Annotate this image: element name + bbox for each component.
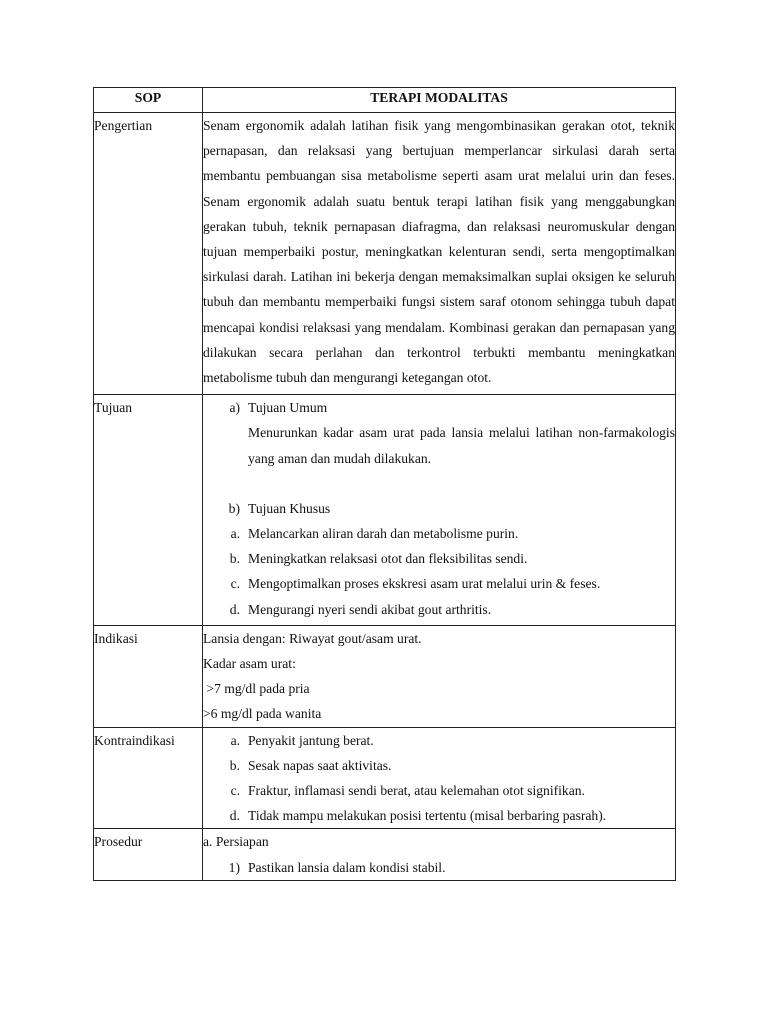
header-title: TERAPI MODALITAS bbox=[203, 88, 676, 113]
list-marker: c. bbox=[230, 576, 240, 592]
tujuan-khusus-heading bbox=[203, 496, 675, 521]
list-marker: b) bbox=[228, 500, 240, 516]
indikasi-line: >6 mg/dl pada wanita bbox=[203, 706, 322, 722]
label-tujuan: Tujuan bbox=[94, 395, 203, 626]
list-item bbox=[203, 728, 675, 753]
list-item bbox=[203, 778, 675, 803]
label-pengertian: Pengertian bbox=[94, 113, 203, 395]
tujuan-khusus-title: Tujuan Khusus bbox=[248, 500, 331, 516]
prosedur-heading: a. Persiapan bbox=[203, 834, 269, 850]
list-item-text: Sesak napas saat aktivitas. bbox=[248, 757, 392, 773]
indikasi-line: Kadar asam urat: bbox=[203, 656, 296, 672]
header-sop: SOP bbox=[94, 88, 203, 113]
list-marker: b. bbox=[229, 757, 240, 773]
list-item-text: Meningkatkan relaksasi otot dan fleksibilitas sendi. bbox=[248, 551, 528, 567]
row-pengertian bbox=[94, 113, 676, 395]
list-marker: b. bbox=[229, 551, 240, 567]
list-item-text: Melancarkan aliran darah dan metabolisme purin. bbox=[248, 526, 519, 542]
list-item-text: Penyakit jantung berat. bbox=[248, 732, 374, 748]
label-prosedur: Prosedur bbox=[94, 829, 203, 880]
tujuan-umum-text: Menurunkan kadar asam urat pada lansia melalui latihan non-farmakologis yang aman dan mudah dilakukan. bbox=[248, 425, 675, 466]
list-item bbox=[203, 546, 675, 571]
tujuan-umum-heading bbox=[203, 395, 675, 420]
row-indikasi bbox=[94, 625, 676, 727]
list-marker: a) bbox=[229, 400, 240, 416]
label-indikasi: Indikasi bbox=[94, 625, 203, 727]
list-item-text: Fraktur, inflamasi sendi berat, atau kelemahan otot signifikan. bbox=[248, 783, 585, 799]
list-item-text: Mengurangi nyeri sendi akibat gout arthritis. bbox=[248, 601, 492, 617]
label-kontraindikasi: Kontraindikasi bbox=[94, 727, 203, 829]
indikasi-line: >7 mg/dl pada pria bbox=[203, 681, 310, 697]
list-item bbox=[203, 803, 675, 828]
list-marker: 1) bbox=[228, 859, 240, 875]
sop-table bbox=[93, 87, 676, 881]
list-item-text: Tidak mampu melakukan posisi tertentu (misal berbaring pasrah). bbox=[248, 808, 607, 824]
spacer bbox=[203, 471, 675, 496]
list-item bbox=[203, 571, 675, 596]
list-item-text: Pastikan lansia dalam kondisi stabil. bbox=[248, 859, 446, 875]
list-item bbox=[203, 753, 675, 778]
list-marker: d. bbox=[229, 601, 240, 617]
list-item bbox=[203, 855, 675, 880]
tujuan-umum-title: Tujuan Umum bbox=[248, 400, 328, 416]
table-header-row bbox=[94, 88, 676, 113]
row-tujuan bbox=[94, 395, 676, 626]
row-prosedur bbox=[94, 829, 676, 880]
indikasi-line: Lansia dengan: Riwayat gout/asam urat. bbox=[203, 630, 422, 646]
pengertian-text: Senam ergonomik adalah latihan fisik yang mengombinasikan gerakan otot, teknik pernapasan, dan relaksasi yang bertujuan memperlancar sirkulasi darah serta membantu pembuangan sisa metabolisme seperti asam urat melalui urin dan feses. Senam ergonomik adalah suatu bentuk terapi latihan fisik yang menggabungkan gerakan tubuh, teknik pernapasan diafragma, dan relaksasi neuromuskular dengan tujuan memperbaiki postur, meningkatkan kelenturan sendi, serta mengoptimalkan sirkulasi darah. Latihan ini bekerja dengan memaksimalkan suplai oksigen ke seluruh tubuh dan membantu memperbaiki fungsi sistem saraf otonom sehingga tubuh dapat mencapai kondisi relaksasi yang mendalam. Kombinasi gerakan dan pernapasan yang dilakukan secara perlahan dan terkontrol terbukti membantu meningkatkan metabolisme tubuh dan mengurangi ketegangan otot. bbox=[203, 118, 675, 386]
list-marker: a. bbox=[230, 732, 240, 748]
list-item bbox=[203, 597, 675, 622]
list-marker: a. bbox=[230, 526, 240, 542]
list-item bbox=[203, 521, 675, 546]
row-kontraindikasi bbox=[94, 727, 676, 829]
list-marker: d. bbox=[229, 808, 240, 824]
list-marker: c. bbox=[230, 783, 240, 799]
list-item-text: Mengoptimalkan proses ekskresi asam urat melalui urin & feses. bbox=[248, 576, 601, 592]
